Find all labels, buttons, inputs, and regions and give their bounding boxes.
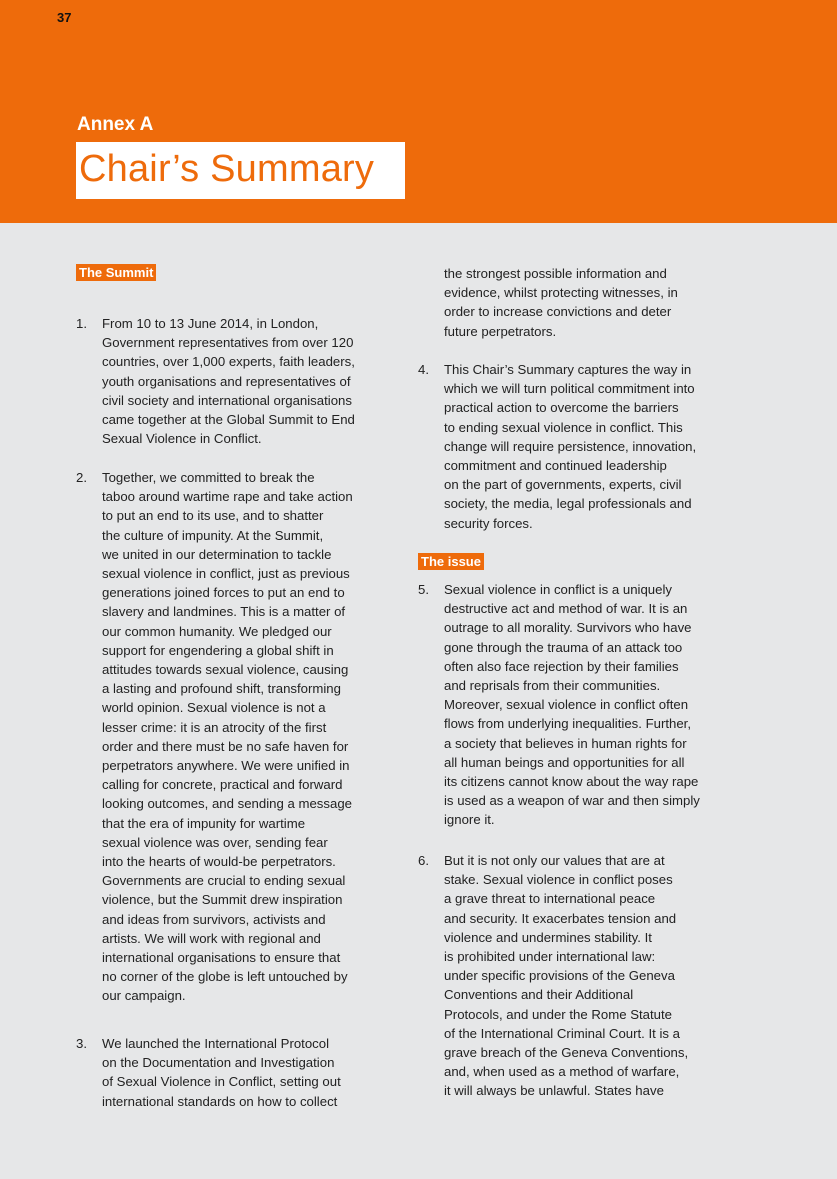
text-line: support for engendering a global shift in xyxy=(102,642,334,658)
text-line: lesser crime: it is an atrocity of the first xyxy=(102,719,327,735)
text-line: looking outcomes, and sending a message xyxy=(102,796,352,812)
paragraph-number: 2. xyxy=(76,470,87,485)
text-line: is used as a weapon of war and then simply xyxy=(444,793,700,809)
text-line: attitudes towards sexual violence, causing xyxy=(102,662,349,678)
text-line: on the part of governments, experts, civil xyxy=(444,477,682,493)
text-line: on the Documentation and Investigation xyxy=(102,1055,335,1071)
text-line: civil society and international organisations xyxy=(102,392,352,408)
text-line: a lasting and profound shift, transforming xyxy=(102,681,341,697)
text-line: and ideas from survivors, activists and xyxy=(102,911,326,927)
text-line: destructive act and method of war. It is an xyxy=(444,601,688,617)
text-line: From 10 to 13 June 2014, in London, xyxy=(102,316,319,331)
text-line: and, when used as a method of warfare, xyxy=(444,1064,680,1080)
text-line: change will require persistence, innovation, xyxy=(444,438,697,454)
annex-label: Annex A xyxy=(77,114,154,135)
paragraph-text xyxy=(444,360,744,533)
text-line: and reprisals from their communities. xyxy=(444,678,661,694)
text-line: taboo around wartime rape and take action xyxy=(102,489,353,505)
text-line: is prohibited under international law: xyxy=(444,949,656,965)
text-line: which we will turn political commitment into xyxy=(444,381,695,397)
text-line: security forces. xyxy=(444,515,533,531)
text-line: outrage to all morality. Survivors who have xyxy=(444,620,692,636)
text-line: perpetrators anywhere. We were unified in xyxy=(102,758,350,774)
text-line: grave breach of the Geneva Conventions, xyxy=(444,1045,689,1061)
text-line: stake. Sexual violence in conflict poses xyxy=(444,872,673,888)
paragraph-number: 1. xyxy=(76,316,87,331)
text-line: often also face rejection by their families xyxy=(444,658,679,674)
text-line: slavery and landmines. This is a matter of xyxy=(102,604,346,620)
text-line: youth organisations and representatives of xyxy=(102,373,351,389)
text-line: a society that believes in human rights for xyxy=(444,735,687,751)
text-line: sexual violence in conflict, just as previous xyxy=(102,566,350,582)
paragraph-text xyxy=(102,468,402,1006)
text-line: ignore it. xyxy=(444,812,495,828)
text-line: the culture of impunity. At the Summit, xyxy=(102,527,324,543)
text-line: international organisations to ensure that xyxy=(102,950,341,966)
section-heading-issue: The issue xyxy=(418,553,484,570)
page-number: 37 xyxy=(57,10,72,25)
title-box xyxy=(76,142,405,199)
text-line: all human beings and opportunities for all xyxy=(444,754,685,770)
paragraph-number: 5. xyxy=(418,582,429,597)
section-heading-summit: The Summit xyxy=(76,264,156,281)
text-line: world opinion. Sexual violence is not a xyxy=(102,700,326,716)
text-line: commitment and continued leadership xyxy=(444,458,667,474)
paragraph-number: 4. xyxy=(418,362,429,377)
paragraph-number: 3. xyxy=(76,1036,87,1051)
text-line: came together at the Global Summit to End xyxy=(102,412,355,428)
text-line: Government representatives from over 120 xyxy=(102,335,354,351)
text-line: order to increase convictions and deter xyxy=(444,304,672,320)
text-line: calling for concrete, practical and forward xyxy=(102,777,343,793)
text-line: But it is not only our values that are at xyxy=(444,853,665,868)
text-line: artists. We will work with regional and xyxy=(102,930,321,946)
text-line: Sexual violence in conflict is a uniquely xyxy=(444,582,672,597)
text-line: violence and undermines stability. It xyxy=(444,929,652,945)
text-line: no corner of the globe is left untouched by xyxy=(102,969,348,985)
text-line: sexual violence was over, sending fear xyxy=(102,834,328,850)
text-line: our campaign. xyxy=(102,988,186,1004)
text-line: into the hearts of would-be perpetrators. xyxy=(102,854,336,870)
text-line: future perpetrators. xyxy=(444,323,557,339)
text-line: we united in our determination to tackle xyxy=(102,546,332,562)
text-line: that the era of impunity for wartime xyxy=(102,815,306,831)
text-line: We launched the International Protocol xyxy=(102,1036,330,1051)
text-line: our common humanity. We pledged our xyxy=(102,623,332,639)
text-line: of Sexual Violence in Conflict, setting out xyxy=(102,1074,341,1090)
page-title: Chair’s Summary xyxy=(79,148,375,190)
text-line: and security. It exacerbates tension and xyxy=(444,910,677,926)
text-line: under specific provisions of the Geneva xyxy=(444,968,675,984)
text-line: generations joined forces to put an end to xyxy=(102,585,345,601)
text-line: violence, but the Summit drew inspiration xyxy=(102,892,343,908)
text-line: to ending sexual violence in conflict. This xyxy=(444,419,683,435)
paragraph-number: 6. xyxy=(418,853,429,868)
text-line: gone through the trauma of an attack too xyxy=(444,639,683,655)
text-line: This Chair’s Summary captures the way in xyxy=(444,362,692,377)
header-band xyxy=(0,0,837,223)
text-line: a grave threat to international peace xyxy=(444,891,656,907)
text-line: society, the media, legal professionals and xyxy=(444,496,692,512)
text-line: evidence, whilst protecting witnesses, in xyxy=(444,285,678,301)
text-line: flows from underlying inequalities. Further, xyxy=(444,716,692,732)
text-line: countries, over 1,000 experts, faith leaders, xyxy=(102,354,355,370)
text-line: Protocols, and under the Rome Statute xyxy=(444,1006,672,1022)
paragraph-3-continued xyxy=(444,264,744,341)
paragraph-text xyxy=(102,314,402,448)
text-line: Conventions and their Additional xyxy=(444,987,634,1003)
text-line: Moreover, sexual violence in conflict often xyxy=(444,697,689,713)
text-line: to put an end to its use, and to shatter xyxy=(102,508,324,524)
text-line: international standards on how to collect xyxy=(102,1093,338,1109)
text-line: practical action to overcome the barriers xyxy=(444,400,679,416)
text-line: Together, we committed to break the xyxy=(102,470,315,485)
text-line: its citizens cannot know about the way rape xyxy=(444,774,699,790)
text-line: Sexual Violence in Conflict. xyxy=(102,431,262,447)
text-line: Governments are crucial to ending sexual xyxy=(102,873,346,889)
paragraph-text xyxy=(102,1034,402,1111)
paragraph-text xyxy=(444,851,744,1101)
text-line: order and there must be no safe haven for xyxy=(102,738,349,754)
text-line: of the International Criminal Court. It is a xyxy=(444,1025,681,1041)
paragraph-text xyxy=(444,580,744,830)
text-line: it will always be unlawful. States have xyxy=(444,1083,664,1099)
text-line: the strongest possible information and xyxy=(444,266,667,281)
